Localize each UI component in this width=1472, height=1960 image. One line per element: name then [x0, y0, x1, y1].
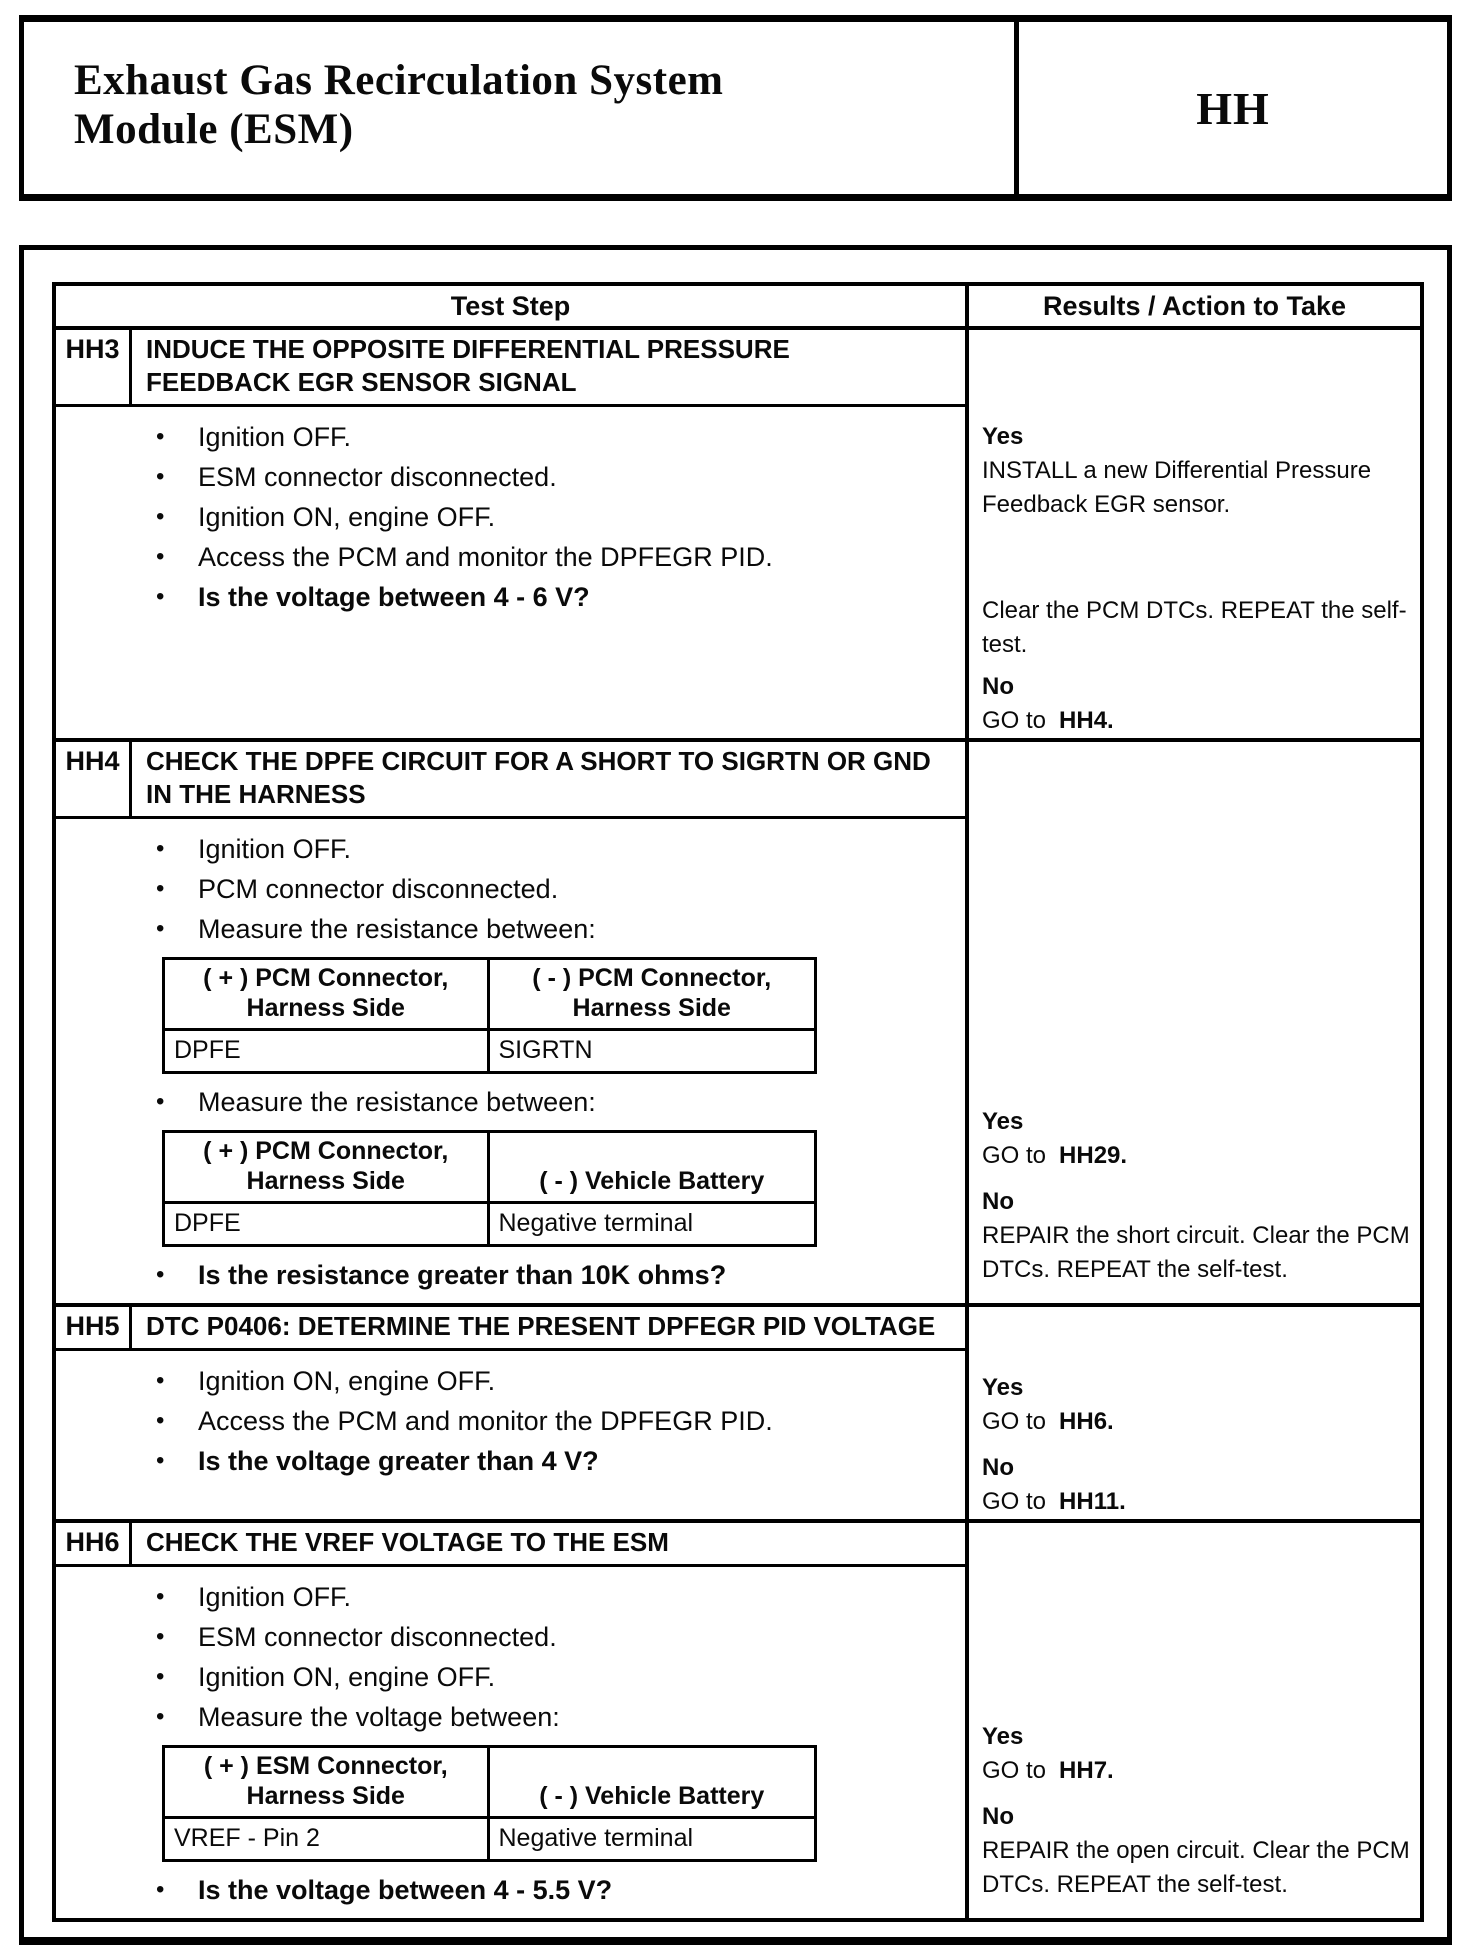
- test-step-cell: [56, 330, 969, 738]
- test-step-cell: [56, 742, 969, 1303]
- bullet-item: • Ignition ON, engine OFF.: [156, 497, 951, 537]
- no-label: No: [982, 1188, 1014, 1215]
- bullet-item: • Ignition OFF.: [156, 829, 951, 869]
- goto-target: HH7.: [1059, 1757, 1114, 1784]
- bullet-item-question: • Is the voltage between 4 - 5.5 V?: [156, 1870, 951, 1910]
- goto-prefix: GO to: [982, 707, 1047, 734]
- col-header-test-step: Test Step: [56, 286, 969, 326]
- content-frame: [19, 245, 1452, 1945]
- bullet-icon: •: [156, 1447, 165, 1474]
- step-title-row: [56, 330, 965, 407]
- page-title: Exhaust Gas Recirculation System Module (ESM): [74, 57, 724, 154]
- step-row-hh3: [56, 330, 1420, 742]
- negative-lead-header: ( - ) Vehicle Battery: [539, 1782, 765, 1810]
- negative-lead-header: ( - ) Vehicle Battery: [539, 1167, 765, 1195]
- negative-lead-header: ( - ) PCM Connector, Harness Side: [532, 964, 772, 1022]
- no-goto-line: [982, 704, 1412, 738]
- goto-prefix: GO to: [982, 1142, 1047, 1169]
- bullet-item: • PCM connector disconnected.: [156, 869, 951, 909]
- yes-action: INSTALL a new Differential Pressure Feedback EGR sensor.: [982, 457, 1372, 518]
- bullet-item: • Ignition OFF.: [156, 1577, 951, 1617]
- bullet-icon: •: [156, 1088, 165, 1115]
- no-goto-line: [982, 1485, 1412, 1519]
- no-label: No: [982, 1454, 1014, 1481]
- bullet-icon: •: [156, 423, 165, 450]
- step-id: HH3: [56, 330, 132, 404]
- step-title: CHECK THE VREF VOLTAGE TO THE ESM: [146, 1527, 669, 1557]
- goto-prefix: GO to: [982, 1488, 1047, 1515]
- measurement-table-row: DPFE Negative terminal: [165, 1204, 814, 1244]
- step-row-hh5: [56, 1307, 1420, 1523]
- bullet-icon: •: [156, 503, 165, 530]
- bullet-icon: •: [156, 835, 165, 862]
- step-title-row: [56, 742, 965, 819]
- step-id: HH4: [56, 742, 132, 816]
- note-action: Clear the PCM DTCs. REPEAT the self-test.: [982, 597, 1407, 658]
- no-action: REPAIR the short circuit. Clear the PCM DTCs. REPEAT the self-test.: [982, 1222, 1410, 1283]
- bullet-item: • Access the PCM and monitor the DPFEGR PID.: [156, 537, 951, 577]
- bullet-icon: •: [156, 1623, 165, 1650]
- yes-label: Yes: [982, 1723, 1024, 1750]
- measurement-table-row: VREF - Pin 2 Negative terminal: [165, 1819, 814, 1859]
- step-title-row: [56, 1307, 965, 1351]
- measurement-table-header: [165, 1133, 814, 1204]
- section-code: HH: [1196, 82, 1270, 134]
- bullet-icon: •: [156, 1261, 165, 1288]
- step-title: INDUCE THE OPPOSITE DIFFERENTIAL PRESSURE FEEDBACK EGR SENSOR SIGNAL: [146, 334, 790, 397]
- step-title-row: [56, 1523, 965, 1567]
- step-instructions: [56, 1567, 965, 1918]
- goto-target: HH11.: [1059, 1488, 1126, 1515]
- step-instructions: [56, 819, 965, 1303]
- bullet-icon: •: [156, 875, 165, 902]
- results-cell: [969, 1307, 1420, 1519]
- bullet-item: • Measure the voltage between:: [156, 1697, 951, 1737]
- bullet-icon: •: [156, 463, 165, 490]
- bullet-icon: •: [156, 915, 165, 942]
- yes-goto-line: [982, 1405, 1412, 1439]
- measurement-table-header: [165, 1748, 814, 1819]
- bullet-item-question: • Is the resistance greater than 10K ohms?: [156, 1255, 951, 1295]
- bullet-icon: •: [156, 1703, 165, 1730]
- bullet-icon: •: [156, 1367, 165, 1394]
- table-header-row: [56, 286, 1420, 330]
- goto-target: HH6.: [1059, 1408, 1114, 1435]
- no-label: No: [982, 673, 1014, 700]
- bullet-icon: •: [156, 543, 165, 570]
- bullet-item: • ESM connector disconnected.: [156, 457, 951, 497]
- bullet-item: • Ignition OFF.: [156, 417, 951, 457]
- goto-target: HH29.: [1059, 1142, 1128, 1169]
- measurement-table-header: [165, 960, 814, 1031]
- bullet-item: • Access the PCM and monitor the DPFEGR PID.: [156, 1401, 951, 1441]
- bullet-icon: •: [156, 1583, 165, 1610]
- step-id: HH6: [56, 1523, 132, 1564]
- goto-target: HH4.: [1059, 707, 1114, 734]
- pinpoint-test-table: [52, 282, 1424, 1922]
- document-header: [19, 15, 1452, 201]
- bullet-item: • ESM connector disconnected.: [156, 1617, 951, 1657]
- positive-lead-header: ( + ) PCM Connector, Harness Side: [165, 960, 490, 1028]
- step-instructions: [56, 407, 965, 737]
- results-cell: [969, 330, 1420, 738]
- step-title: DTC P0406: DETERMINE THE PRESENT DPFEGR PID VOLTAGE: [146, 1311, 936, 1341]
- bullet-item: • Ignition ON, engine OFF.: [156, 1361, 951, 1401]
- test-step-cell: [56, 1307, 969, 1519]
- measurement-table: [162, 957, 817, 1074]
- positive-lead-header: ( + ) ESM Connector, Harness Side: [165, 1748, 490, 1816]
- step-row-hh6: [56, 1523, 1420, 1918]
- results-cell: [969, 1523, 1420, 1918]
- positive-lead-header: ( + ) PCM Connector, Harness Side: [165, 1133, 490, 1201]
- step-title: CHECK THE DPFE CIRCUIT FOR A SHORT TO SIGRTN OR GND IN THE HARNESS: [146, 746, 931, 809]
- no-label: No: [982, 1803, 1014, 1830]
- bullet-icon: •: [156, 1876, 165, 1903]
- test-step-cell: [56, 1523, 969, 1918]
- col-header-results: Results / Action to Take: [1042, 290, 1347, 321]
- bullet-item-question: • Is the voltage greater than 4 V?: [156, 1441, 951, 1481]
- measurement-table: [162, 1745, 817, 1862]
- step-id: HH5: [56, 1307, 132, 1348]
- yes-goto-line: [982, 1754, 1412, 1788]
- measurement-table-row: DPFE SIGRTN: [165, 1031, 814, 1071]
- title-cell: [24, 22, 1019, 194]
- goto-prefix: GO to: [982, 1757, 1047, 1784]
- yes-label: Yes: [982, 1108, 1024, 1135]
- bullet-item: • Measure the resistance between:: [156, 1082, 951, 1122]
- bullet-item-question: • Is the voltage between 4 - 6 V?: [156, 577, 951, 617]
- bullet-item: • Ignition ON, engine OFF.: [156, 1657, 951, 1697]
- yes-label: Yes: [982, 1374, 1024, 1401]
- step-row-hh4: [56, 742, 1420, 1307]
- bullet-icon: •: [156, 583, 165, 610]
- yes-label: Yes: [982, 423, 1024, 450]
- yes-goto-line: [982, 1139, 1412, 1173]
- bullet-icon: •: [156, 1407, 165, 1434]
- results-cell: [969, 742, 1420, 1303]
- no-action: REPAIR the open circuit. Clear the PCM DTCs. REPEAT the self-test.: [982, 1837, 1410, 1898]
- bullet-icon: •: [156, 1663, 165, 1690]
- bullet-item: • Measure the resistance between:: [156, 909, 951, 949]
- goto-prefix: GO to: [982, 1408, 1047, 1435]
- step-instructions: [56, 1351, 965, 1493]
- measurement-table: [162, 1130, 817, 1247]
